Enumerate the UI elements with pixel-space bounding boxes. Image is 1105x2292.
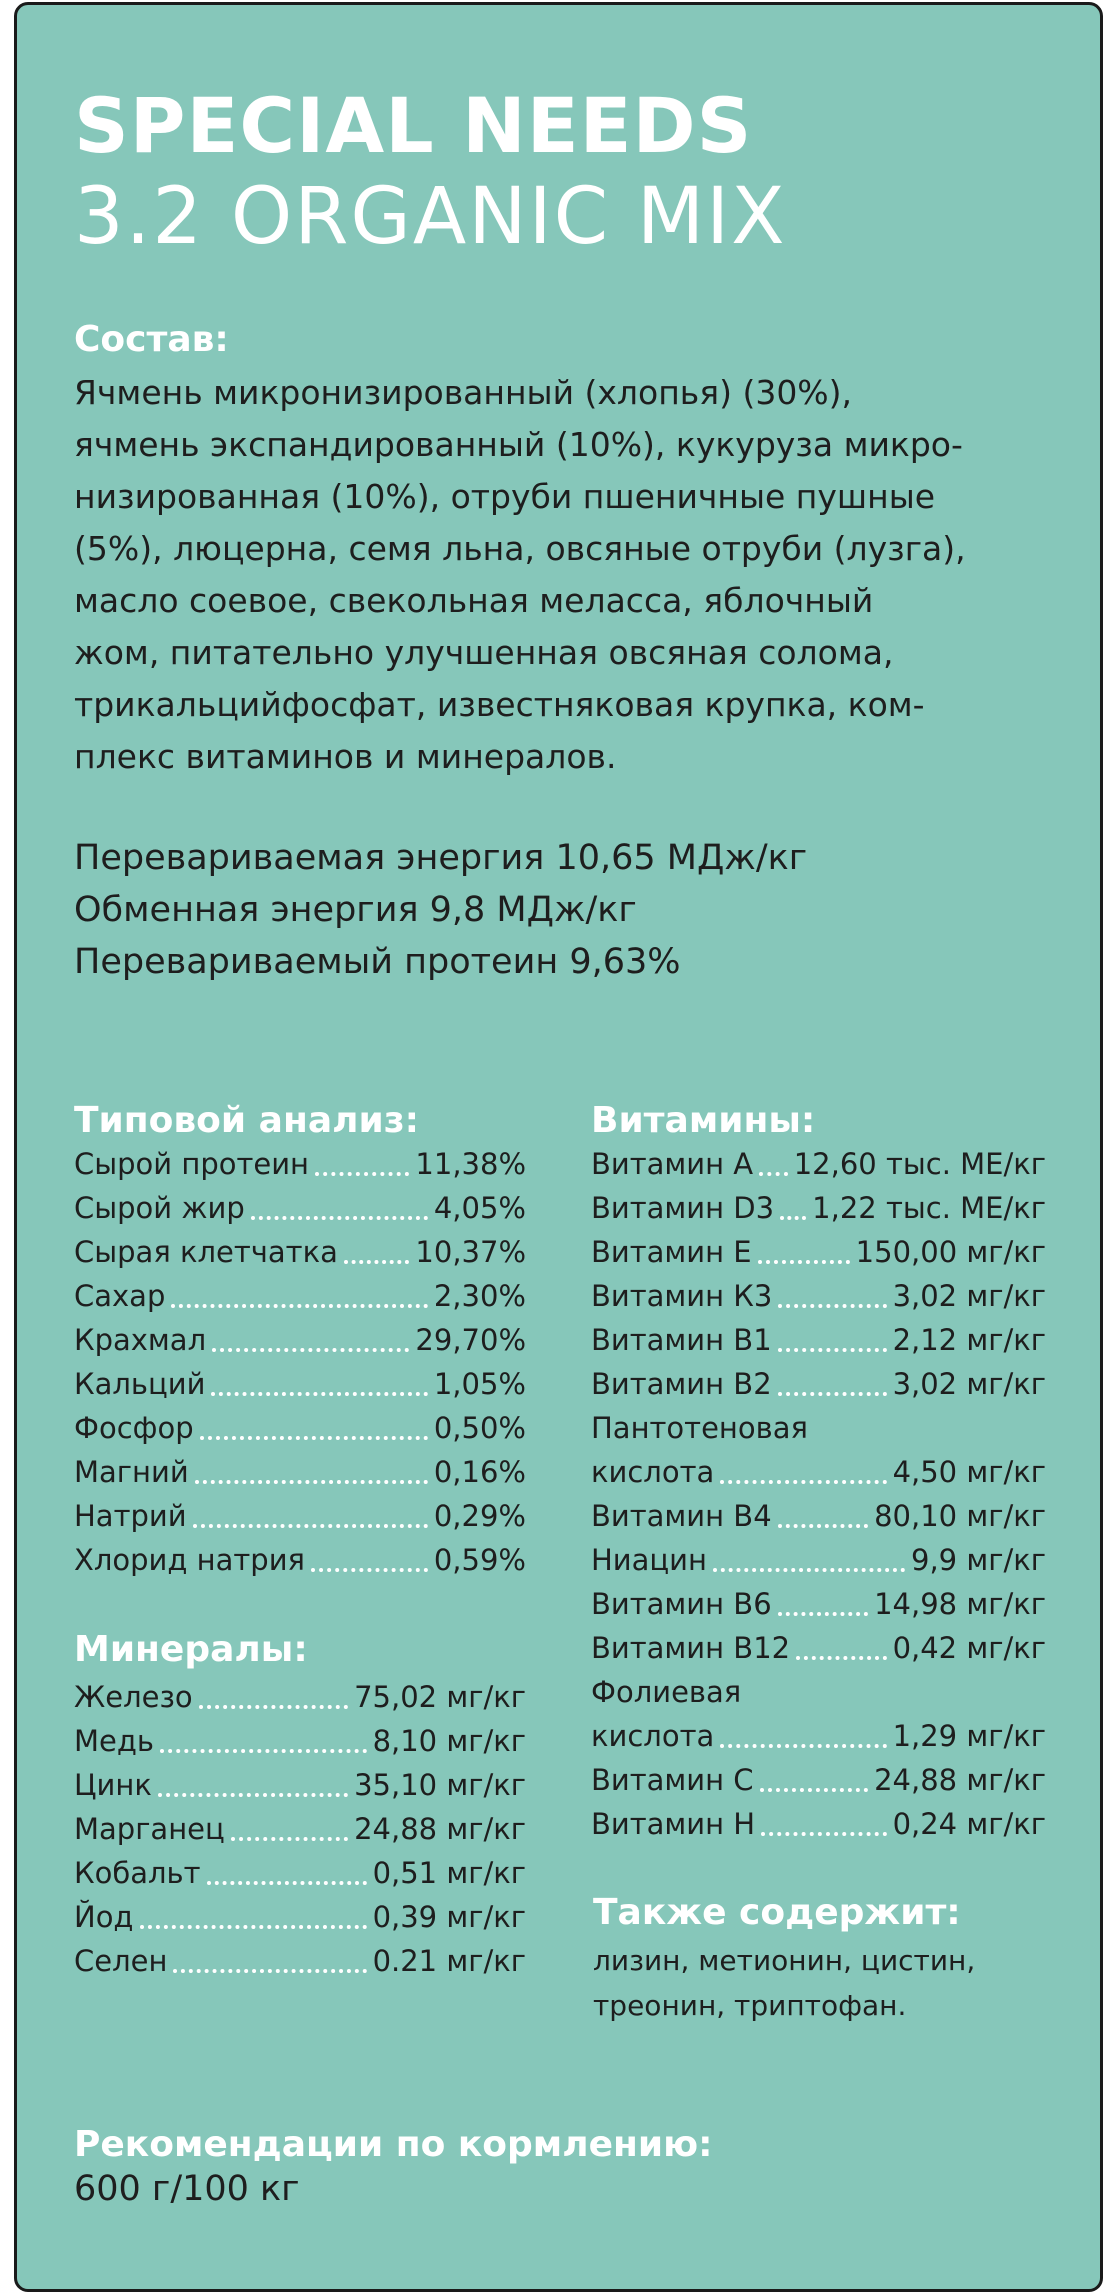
composition-line: ячмень экспандированный (10%), кукуруза микро- — [74, 425, 963, 464]
composition-line: жом, питательно улучшенная овсяная солома, — [74, 633, 894, 672]
analysis-row — [74, 1143, 526, 1187]
dot-leader — [759, 1172, 788, 1176]
analysis-row-value: 1,05% — [433, 1367, 526, 1401]
dot-leader — [796, 1656, 886, 1660]
analysis-row — [74, 1539, 526, 1583]
analysis-row — [74, 1363, 526, 1407]
analysis-row — [74, 1187, 526, 1231]
minerals-row-label: Йод — [74, 1900, 134, 1934]
vitamins-row-value: 24,88 мг/кг — [874, 1763, 1046, 1797]
dot-leader — [758, 1260, 850, 1264]
vitamins-row-label: Витамин К3 — [591, 1279, 773, 1313]
dot-leader — [211, 1392, 427, 1396]
vitamins-row — [591, 1627, 1046, 1671]
vitamins-row-value: 0,24 мг/кг — [892, 1807, 1046, 1841]
vitamins-row-label: Ниацин — [591, 1543, 707, 1577]
minerals-row-label: Цинк — [74, 1768, 152, 1802]
minerals-row — [74, 1720, 526, 1764]
dot-leader — [140, 1925, 367, 1929]
vitamins-row-value: 1,29 мг/кг — [892, 1719, 1046, 1753]
vitamins-row-value: 1,22 тыс. МЕ/кг — [812, 1191, 1046, 1225]
vitamins-row-value: 9,9 мг/кг — [911, 1543, 1046, 1577]
minerals-row-label: Селен — [74, 1944, 168, 1978]
analysis-row-label: Крахмал — [74, 1323, 207, 1357]
minerals-row — [74, 1896, 526, 1940]
vitamins-row-label: кислота — [591, 1719, 715, 1753]
vitamins-row-label: Витамин С — [591, 1763, 754, 1797]
product-subtitle: 3.2 ORGANIC MIX — [74, 172, 787, 262]
composition-line: трикальцийфосфат, известняковая крупка, ком- — [74, 685, 925, 724]
vitamins-row-label: Витамин В6 — [591, 1587, 772, 1621]
analysis-row-value: 11,38% — [415, 1147, 526, 1181]
composition-line: низированная (10%), отруби пшеничные пушные — [74, 477, 936, 516]
analysis-heading: Типовой анализ: — [74, 1100, 420, 1141]
vitamins-row-value: 80,10 мг/кг — [874, 1499, 1046, 1533]
digestible-energy: Перевариваемая энергия 10,65 МДж/кг — [74, 838, 808, 878]
vitamins-row-label: кислота — [591, 1455, 715, 1489]
minerals-row — [74, 1808, 526, 1852]
vitamins-row — [591, 1363, 1046, 1407]
also-contains-heading: Также содержит: — [593, 1892, 961, 1933]
vitamins-row — [591, 1583, 1046, 1627]
composition-line: масло соевое, свекольная меласса, яблочный — [74, 581, 874, 620]
dot-leader — [780, 1216, 806, 1220]
also-contains-line: лизин, метионин, цистин, — [593, 1944, 976, 1977]
dot-leader — [193, 1524, 428, 1528]
vitamins-row-label: Витамин Е — [591, 1235, 752, 1269]
minerals-row — [74, 1764, 526, 1808]
vitamins-row-value: 4,50 мг/кг — [892, 1455, 1046, 1489]
vitamins-row-label: Витамин Н — [591, 1807, 756, 1841]
vitamins-row — [591, 1231, 1046, 1275]
dot-leader — [199, 1705, 348, 1709]
feeding-value: 600 г/100 кг — [74, 2169, 300, 2209]
minerals-row — [74, 1852, 526, 1896]
analysis-row-label: Натрий — [74, 1499, 187, 1533]
dot-leader — [251, 1216, 428, 1220]
vitamins-row-value: 150,00 мг/кг — [855, 1235, 1046, 1269]
vitamins-row-label: Витамин А — [591, 1147, 754, 1181]
minerals-row-value: 0,39 мг/кг — [372, 1900, 526, 1934]
composition-line: Ячмень микронизированный (хлопья) (30%), — [74, 373, 853, 412]
dot-leader — [173, 1969, 366, 1973]
composition-text — [74, 367, 966, 783]
dot-leader — [231, 1837, 348, 1841]
minerals-row-value: 75,02 мг/кг — [354, 1680, 526, 1714]
dot-leader — [778, 1348, 887, 1352]
vitamins-row-label: Витамин D3 — [591, 1191, 775, 1225]
dot-leader — [344, 1260, 410, 1264]
vitamins-row-label: Витамин В4 — [591, 1499, 772, 1533]
dot-leader — [160, 1749, 367, 1753]
metabolic-energy: Обменная энергия 9,8 МДж/кг — [74, 890, 637, 930]
analysis-row-value: 0,50% — [433, 1411, 526, 1445]
vitamins-row-value: 2,12 мг/кг — [892, 1323, 1046, 1357]
composition-line: (5%), люцерна, семя льна, овсяные отруби (лузга), — [74, 529, 966, 568]
dot-leader — [311, 1568, 428, 1572]
minerals-row-value: 8,10 мг/кг — [372, 1724, 526, 1758]
vitamins-row — [591, 1671, 1046, 1715]
vitamins-table — [591, 1143, 1046, 1847]
vitamins-row — [591, 1319, 1046, 1363]
feeding-heading: Рекомендации по кормлению: — [74, 2124, 713, 2165]
vitamins-row — [591, 1715, 1046, 1759]
analysis-table — [74, 1143, 526, 1583]
vitamins-row — [591, 1803, 1046, 1847]
analysis-row — [74, 1495, 526, 1539]
dot-leader — [720, 1744, 886, 1748]
vitamins-row-label: Витамин В12 — [591, 1631, 791, 1665]
minerals-row-label: Кобальт — [74, 1856, 201, 1890]
analysis-row-label: Кальций — [74, 1367, 206, 1401]
also-contains-text — [593, 1938, 975, 2028]
analysis-row-value: 10,37% — [415, 1235, 526, 1269]
analysis-row — [74, 1407, 526, 1451]
analysis-row-label: Хлорид натрия — [74, 1543, 305, 1577]
vitamins-row — [591, 1187, 1046, 1231]
analysis-row-value: 2,30% — [433, 1279, 526, 1313]
dot-leader — [760, 1788, 869, 1792]
digestible-protein: Перевариваемый протеин 9,63% — [74, 942, 681, 982]
energy-block — [74, 832, 807, 988]
vitamins-row-label: Витамин В2 — [591, 1367, 772, 1401]
analysis-row-label: Магний — [74, 1455, 189, 1489]
minerals-row-value: 35,10 мг/кг — [354, 1768, 526, 1802]
dot-leader — [778, 1612, 868, 1616]
minerals-row-label: Железо — [74, 1680, 193, 1714]
dot-leader — [720, 1480, 886, 1484]
dot-leader — [778, 1392, 887, 1396]
analysis-row-value: 0,16% — [433, 1455, 526, 1489]
dot-leader — [195, 1480, 428, 1484]
minerals-heading: Минералы: — [74, 1629, 308, 1670]
vitamins-row — [591, 1407, 1046, 1451]
dot-leader — [200, 1436, 428, 1440]
vitamins-row — [591, 1275, 1046, 1319]
product-title: SPECIAL NEEDS — [74, 81, 753, 170]
dot-leader — [158, 1793, 348, 1797]
dot-leader — [171, 1304, 427, 1308]
dot-leader — [778, 1524, 868, 1528]
analysis-row-label: Сахар — [74, 1279, 166, 1313]
vitamins-row — [591, 1143, 1046, 1187]
vitamins-row-value: 14,98 мг/кг — [874, 1587, 1046, 1621]
dot-leader — [212, 1348, 409, 1352]
minerals-row-label: Медь — [74, 1724, 155, 1758]
dot-leader — [713, 1568, 905, 1572]
composition-heading: Состав: — [74, 319, 229, 360]
analysis-row — [74, 1275, 526, 1319]
analysis-row-value: 4,05% — [433, 1191, 526, 1225]
vitamins-row — [591, 1451, 1046, 1495]
also-contains-line: треонин, триптофан. — [593, 1989, 907, 2022]
vitamins-row — [591, 1539, 1046, 1583]
vitamins-row-value: 3,02 мг/кг — [892, 1367, 1046, 1401]
dot-leader — [207, 1881, 367, 1885]
minerals-row-label: Марганец — [74, 1812, 225, 1846]
vitamins-row — [591, 1495, 1046, 1539]
analysis-row-value: 0,59% — [433, 1543, 526, 1577]
analysis-row — [74, 1451, 526, 1495]
dot-leader — [315, 1172, 409, 1176]
minerals-row — [74, 1676, 526, 1720]
analysis-row-label: Сырой протеин — [74, 1147, 310, 1181]
analysis-row-label: Сырая клетчатка — [74, 1235, 338, 1269]
minerals-row-value: 24,88 мг/кг — [354, 1812, 526, 1846]
analysis-row-value: 0,29% — [433, 1499, 526, 1533]
vitamins-row-value: 3,02 мг/кг — [892, 1279, 1046, 1313]
analysis-row — [74, 1231, 526, 1275]
analysis-row — [74, 1319, 526, 1363]
vitamins-row-label: Витамин В1 — [591, 1323, 772, 1357]
composition-line: плекс витаминов и минералов. — [74, 737, 617, 776]
minerals-row — [74, 1940, 526, 1984]
vitamins-row — [591, 1759, 1046, 1803]
dot-leader — [778, 1304, 886, 1308]
analysis-row-label: Фосфор — [74, 1411, 194, 1445]
analysis-row-label: Сырой жир — [74, 1191, 245, 1225]
analysis-row-value: 29,70% — [415, 1323, 526, 1357]
vitamins-row-label: Фолиевая — [591, 1675, 742, 1709]
vitamins-heading: Витамины: — [591, 1100, 816, 1141]
minerals-table — [74, 1676, 526, 1984]
vitamins-row-value: 0,42 мг/кг — [892, 1631, 1046, 1665]
vitamins-row-label: Пантотеновая — [591, 1411, 808, 1445]
vitamins-row-value: 12,60 тыс. МЕ/кг — [793, 1147, 1046, 1181]
dot-leader — [761, 1832, 886, 1836]
minerals-row-value: 0.21 мг/кг — [372, 1944, 526, 1978]
minerals-row-value: 0,51 мг/кг — [372, 1856, 526, 1890]
